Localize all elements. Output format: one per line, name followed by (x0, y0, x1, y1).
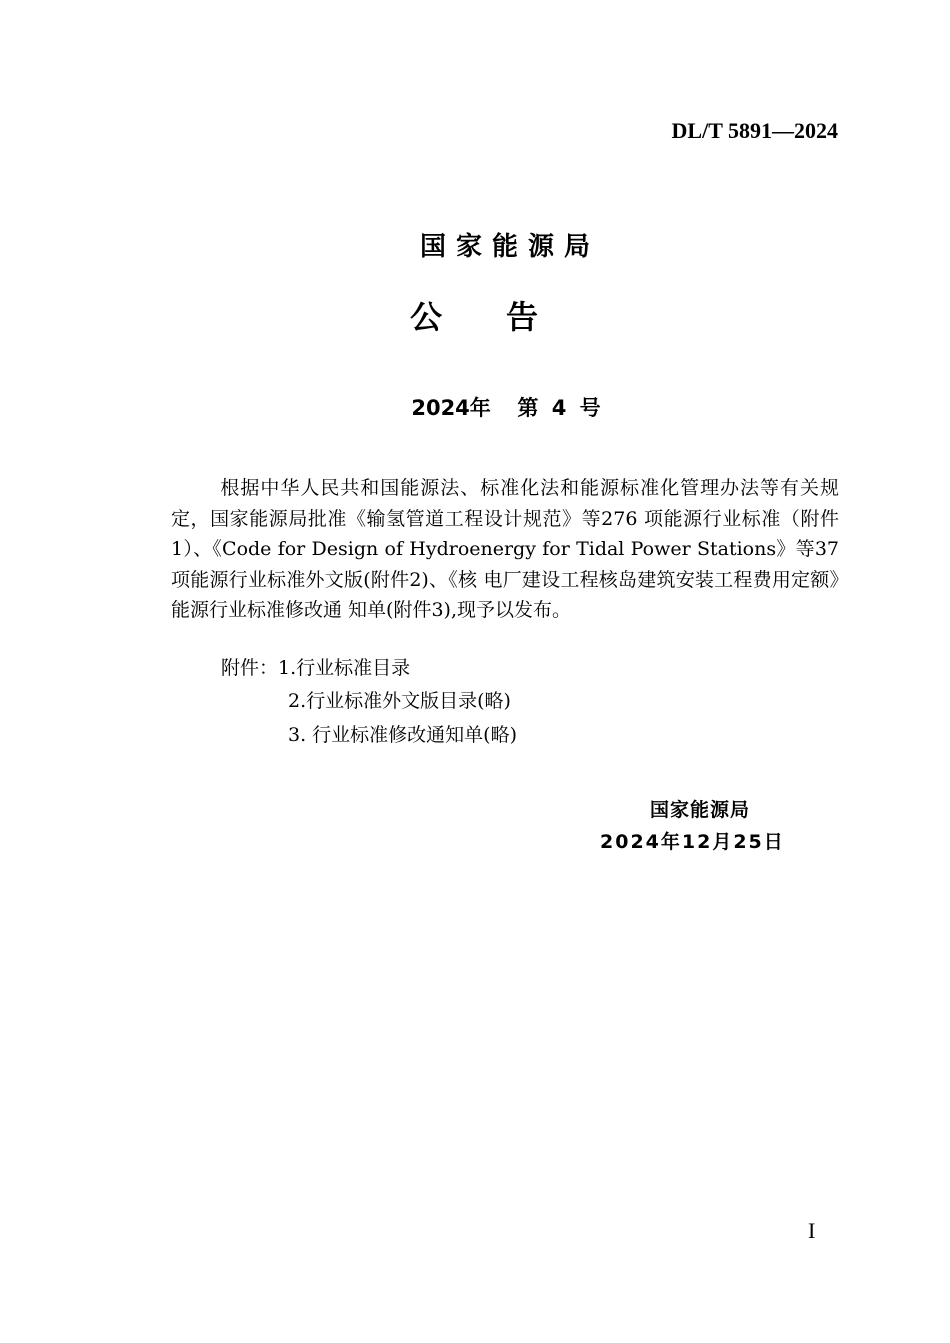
attachment-item: 2.行业标准外文版目录(略) (288, 690, 511, 712)
issue-number: 2024年 第 4 号 (411, 396, 601, 420)
signature-date: 2024年12月25日 (600, 831, 785, 853)
attachment-item: 3. 行业标准修改通知单(略) (288, 724, 517, 746)
standard-code: DL/T 5891—2024 (671, 118, 838, 143)
signature-agency: 国家能源局 (650, 799, 751, 821)
agency-title: 国家能源局 (419, 232, 600, 262)
page-number: I (808, 1218, 816, 1243)
attachment-item: 附件：1.行业标准目录 (221, 657, 411, 679)
document-type-title: 公告 (409, 298, 602, 336)
notice-body: 根据中华人民共和国能源法、标准化法和能源标准化管理办法等有关规定，国家能源局批准《输氢管道工程设计规范》等276 项能源行业标准（附件 1）、《Code for Design of Hydroenergy for Tidal Power Stations》等37项能源行业标准外文版(附件2)、《核 电厂建设工程核岛建筑安装工程费用定额》能源行业标准修改通 知单(附件3),现予以发布。 (171, 477, 839, 621)
